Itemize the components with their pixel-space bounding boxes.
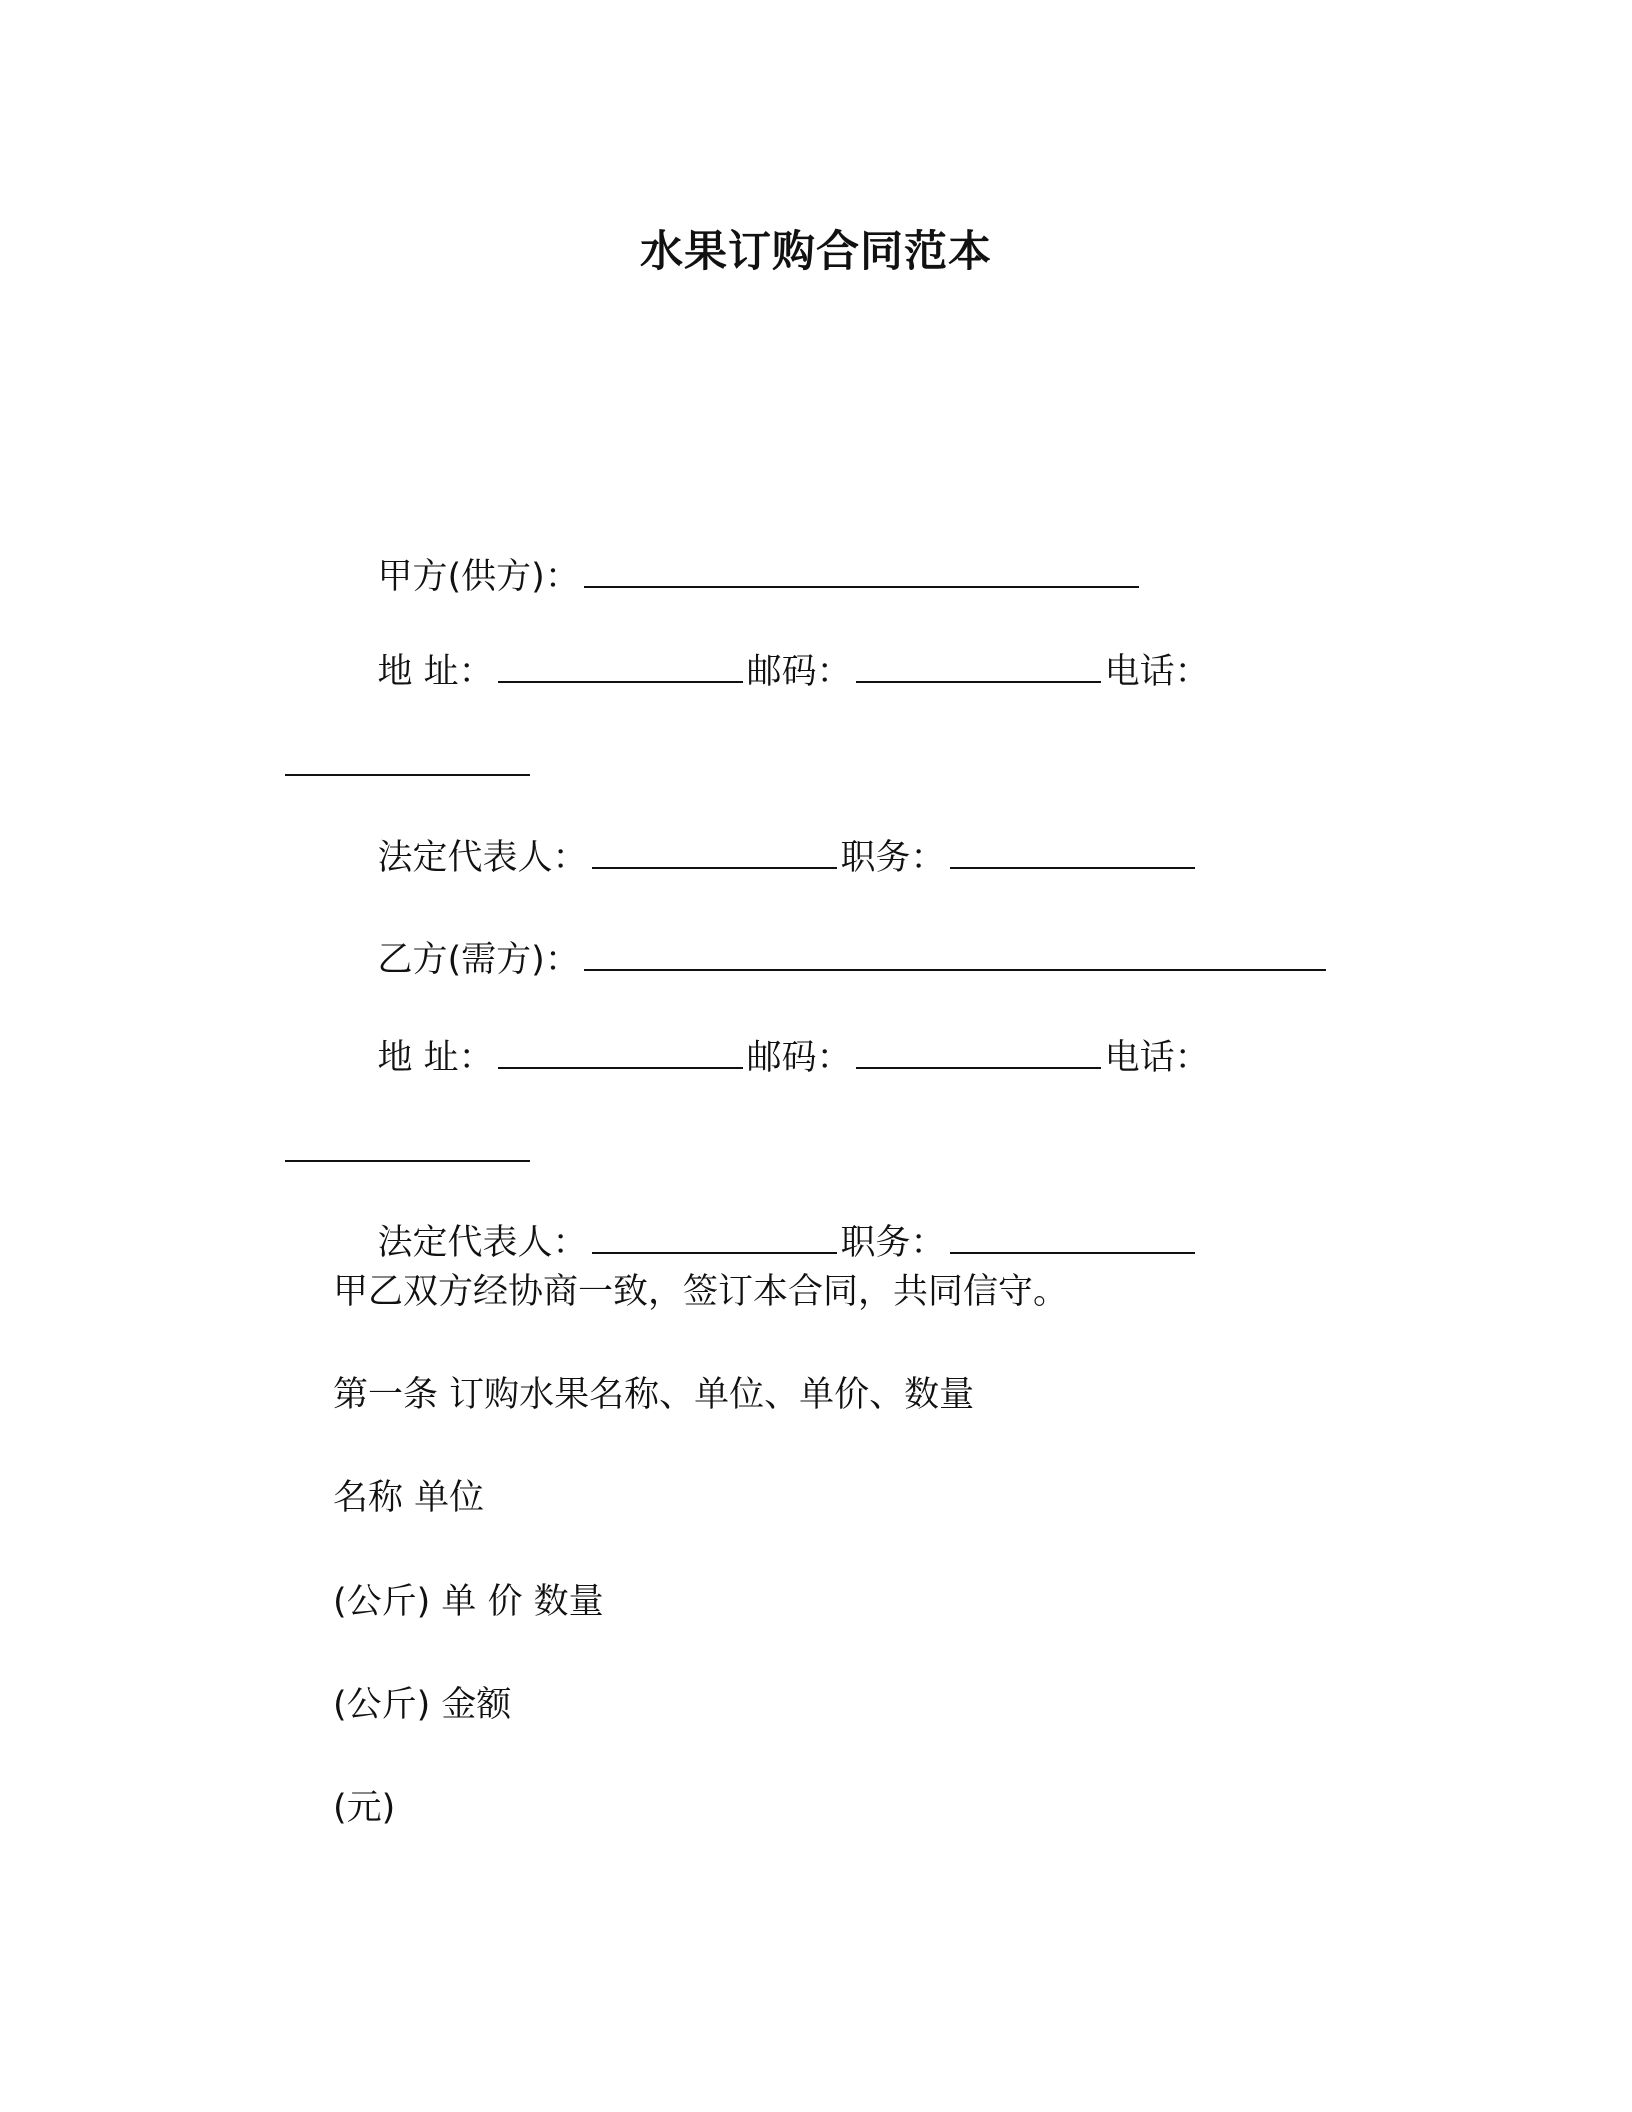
- party-a-address-label: 地 址：: [377, 652, 494, 692]
- party-b-phone-label: 电话：: [1104, 1038, 1210, 1078]
- table-header-line-4: (元): [333, 1788, 396, 1828]
- party-b-rep-label: 法定代表人：: [377, 1223, 588, 1263]
- party-b-rep-blank[interactable]: [592, 1218, 837, 1254]
- article-1-heading: 第一条 订购水果名称、单位、单价、数量: [333, 1375, 975, 1415]
- party-b-position-blank[interactable]: [950, 1218, 1195, 1254]
- party-a-postcode-blank[interactable]: [856, 647, 1101, 683]
- party-b-address-blank[interactable]: [498, 1033, 743, 1069]
- party-b-position-label: 职务：: [840, 1223, 946, 1263]
- table-header-line-1: 名称 单位: [333, 1478, 485, 1518]
- party-a-label: 甲方(供方)：: [377, 557, 580, 597]
- party-a-rep-blank[interactable]: [592, 833, 837, 869]
- party-b-name-blank[interactable]: [584, 935, 1326, 971]
- party-a-postcode-label: 邮码：: [746, 652, 852, 692]
- table-header-line-2: (公斤) 单 价 数量: [333, 1582, 604, 1622]
- party-b-postcode-label: 邮码：: [746, 1038, 852, 1078]
- party-a-phone-label: 电话：: [1104, 652, 1210, 692]
- document-title: 水果订购合同范本: [640, 227, 992, 277]
- party-a-position-label: 职务：: [840, 838, 946, 878]
- party-b-address-label: 地 址：: [377, 1038, 494, 1078]
- party-b-phone-blank[interactable]: [285, 1126, 530, 1162]
- party-a-rep-label: 法定代表人：: [377, 838, 588, 878]
- table-header-line-3: (公斤) 金额: [333, 1685, 512, 1725]
- party-b-postcode-blank[interactable]: [856, 1033, 1101, 1069]
- party-a-phone-blank[interactable]: [285, 740, 530, 776]
- agreement-paragraph: 甲乙双方经协商一致，签订本合同，共同信守。: [333, 1272, 1069, 1312]
- party-a-name-blank[interactable]: [584, 552, 1139, 588]
- party-a-address-blank[interactable]: [498, 647, 743, 683]
- party-b-label: 乙方(需方)：: [377, 940, 580, 980]
- party-a-position-blank[interactable]: [950, 833, 1195, 869]
